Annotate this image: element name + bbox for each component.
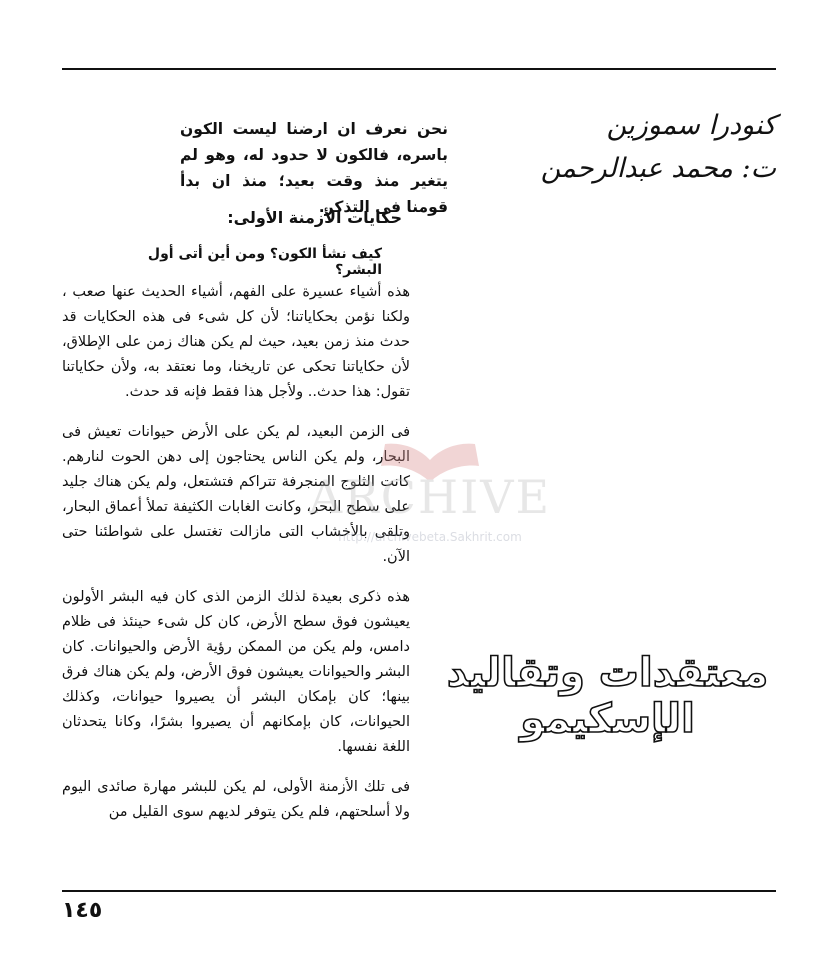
top-rule: [62, 68, 776, 70]
translator-name: ت: محمد عبدالرحمن: [540, 153, 776, 185]
body-paragraph: هذه ذكرى بعيدة لذلك الزمن الذى كان فيه البشر الأولون يعيشون فوق سطح الأرض، كان كل شىء حينئذ فى ظلام دامس، ولم يكن من الممكن رؤية الأرض والحيوانات. كان البشر والحيوانات يعيشون فوق الأرض، ولم يكن هناك فرق بينها؛ كان بإمكان البشر أن يصيروا حيوانات، وكذلك الحيوانات، كان بإمكانهم أن يصيروا بشرًا، وكانا يتحدثان اللغة نفسها.: [62, 589, 410, 755]
archive-watermark: [280, 430, 580, 560]
intro-paragraph: نحن نعرف ان ارضنا ليست الكون باسره، فالكون لا حدود له، وهو لم يتغير منذ وقت بعيد؛ منذ ان بدأ قومنا فى التذكر.: [180, 120, 448, 216]
body-column: [62, 280, 410, 840]
bottom-rule: [62, 890, 776, 892]
body-paragraph: فى الزمن البعيد، لم يكن على الأرض حيوانات تعيش فى البحار، ولم يكن الناس يحتاجون إلى دهن الحوت لنارهم. كانت الثلوج المنجرفة تتراكم فتشتعل، ولم يكن هناك جليد على سطح البحر، وكانت الغابات الكثيفة تملأ أعماق البحار، وتلقى بالأخشاب التى مازالت تغتسل على شواطئنا حتى الآن.: [62, 424, 410, 565]
body-paragraph: هذه أشياء عسيرة على الفهم، أشياء الحديث عنها صعب ، ولكنا نؤمن بحكاياتنا؛ لأن كل شىء فى هذه الحكايات قد حدث منذ زمن بعيد، حيث لم يكن هناك زمن على الإطلاق، لأن حكاياتنا تحكى عن تاريخنا، وما نعتقد به، ولأن حكاياتنا تقول: هذا حدث.. ولأجل هذا فقط فإنه قد حدث.: [62, 284, 410, 400]
section-heading: حكايات الأزمنة الأولى:: [227, 208, 402, 227]
watermark-url: http://archivebeta.Sakhrit.com: [338, 530, 522, 544]
body-paragraph: فى تلك الأزمنة الأولى، لم يكن للبشر مهارة صائدى اليوم ولا أسلحتهم، فلم يكن يتوفر لديهم سوى القليل من: [62, 779, 410, 820]
page-number: ١٤٥: [62, 898, 103, 923]
article-title: معتقدات وتقاليد الإسكيمو: [446, 650, 769, 742]
question-line: كيف نشأ الكون؟ ومن أين أتى أول البشر؟: [147, 246, 382, 278]
watermark-word: ARCHIVE: [308, 470, 552, 524]
author-block: [526, 108, 776, 186]
author-name: كنودرا سموزين: [606, 110, 776, 141]
